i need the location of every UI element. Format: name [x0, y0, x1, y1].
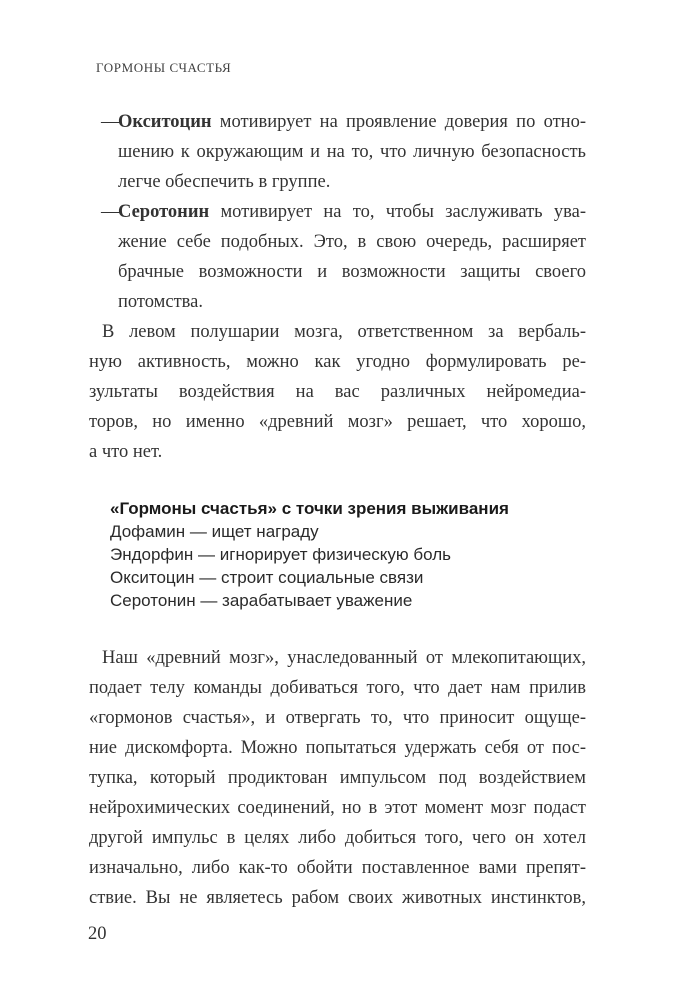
survival-box-title: «Гормоны счастья» с точки зрения выживания [110, 499, 509, 518]
text-segment: подает телу команды добиваться того, что дает нам прилив [89, 678, 586, 698]
text-line [89, 407, 586, 437]
text-line [89, 853, 586, 883]
text-line [89, 763, 586, 793]
text-segment: жение себе подобных. Это, в свою очередь, расширяет [118, 232, 586, 252]
text-segment: «гормонов счастья», и отвергать то, что приносит ощуще- [89, 708, 586, 728]
paragraph-ancient-brain [89, 643, 586, 913]
page-number: 20 [88, 924, 107, 944]
text-segment: потомства. [118, 292, 203, 312]
text-segment: Наш «древний мозг», унаследованный от млекопитающих, [102, 648, 586, 668]
text-line [118, 167, 586, 197]
text-line [118, 227, 586, 257]
survival-box-entry: Эндорфин — игнорирует физическую боль [110, 545, 451, 564]
text-line [89, 823, 586, 853]
text-segment: ную активность, можно как угодно формулировать ре- [89, 352, 586, 372]
text-segment: В левом полушарии мозга, ответственном за вербаль- [102, 322, 586, 342]
survival-box-entry: Серотонин — зарабатывает уважение [110, 591, 413, 610]
text-segment: а что нет. [89, 442, 163, 462]
text-line [118, 257, 586, 287]
text-line [89, 703, 586, 733]
text-segment: ние дискомфорта. Можно попытаться удержать себя от пос- [89, 738, 586, 758]
text-line [89, 347, 586, 377]
text-segment: изначально, либо как-то обойти поставленное вами препят- [89, 858, 586, 878]
survival-box-entry: Окситоцин — строит социальные связи [110, 568, 424, 587]
text-segment: шению к окружающим и на то, что личную безопасность [118, 142, 586, 162]
text-line [118, 107, 586, 137]
text-line [118, 197, 586, 227]
text-line [89, 643, 586, 673]
text-segment: зультаты воздействия на вас различных нейромедиа- [89, 382, 586, 402]
text-line [89, 883, 586, 913]
bullet-dash-marker: — [101, 112, 120, 132]
text-line [89, 437, 586, 467]
text-segment: торов, но именно «древний мозг» решает, что хорошо, [89, 412, 586, 432]
text-segment: другой импульс в целях либо добиться того, чего он хотел [89, 828, 586, 848]
text-segment: нейрохимических соединений, но в этот момент мозг подаст [89, 798, 586, 818]
text-line [89, 377, 586, 407]
bullet-item [89, 107, 586, 197]
text-segment: мотивирует на проявление доверия по отно- [211, 112, 586, 132]
text-segment: мотивирует на то, чтобы заслуживать ува- [209, 202, 586, 222]
text-segment: брачные возможности и возможности защиты своего [118, 262, 586, 282]
text-segment: легче обеспечить в группе. [118, 172, 331, 192]
text-segment: ствие. Вы не являетесь рабом своих животных инстинктов, [89, 888, 586, 908]
text-line [118, 287, 586, 317]
text-line [118, 137, 586, 167]
survival-summary-box [110, 497, 586, 612]
survival-box-entries [110, 520, 586, 612]
bullet-dash-marker: — [101, 202, 120, 222]
paragraph-left-hemisphere [89, 317, 586, 467]
bullet-list [89, 107, 586, 317]
text-line [89, 673, 586, 703]
hormone-term: Серотонин [118, 202, 210, 222]
text-segment: тупка, который продиктован импульсом под воздействием [89, 768, 586, 788]
hormone-term: Окситоцин [118, 112, 212, 132]
survival-box-entry: Дофамин — ищет награду [110, 522, 319, 541]
text-line [89, 317, 586, 347]
text-line [89, 733, 586, 763]
text-line [89, 793, 586, 823]
running-header: ГОРМОНЫ СЧАСТЬЯ [96, 60, 232, 75]
bullet-item [89, 197, 586, 317]
